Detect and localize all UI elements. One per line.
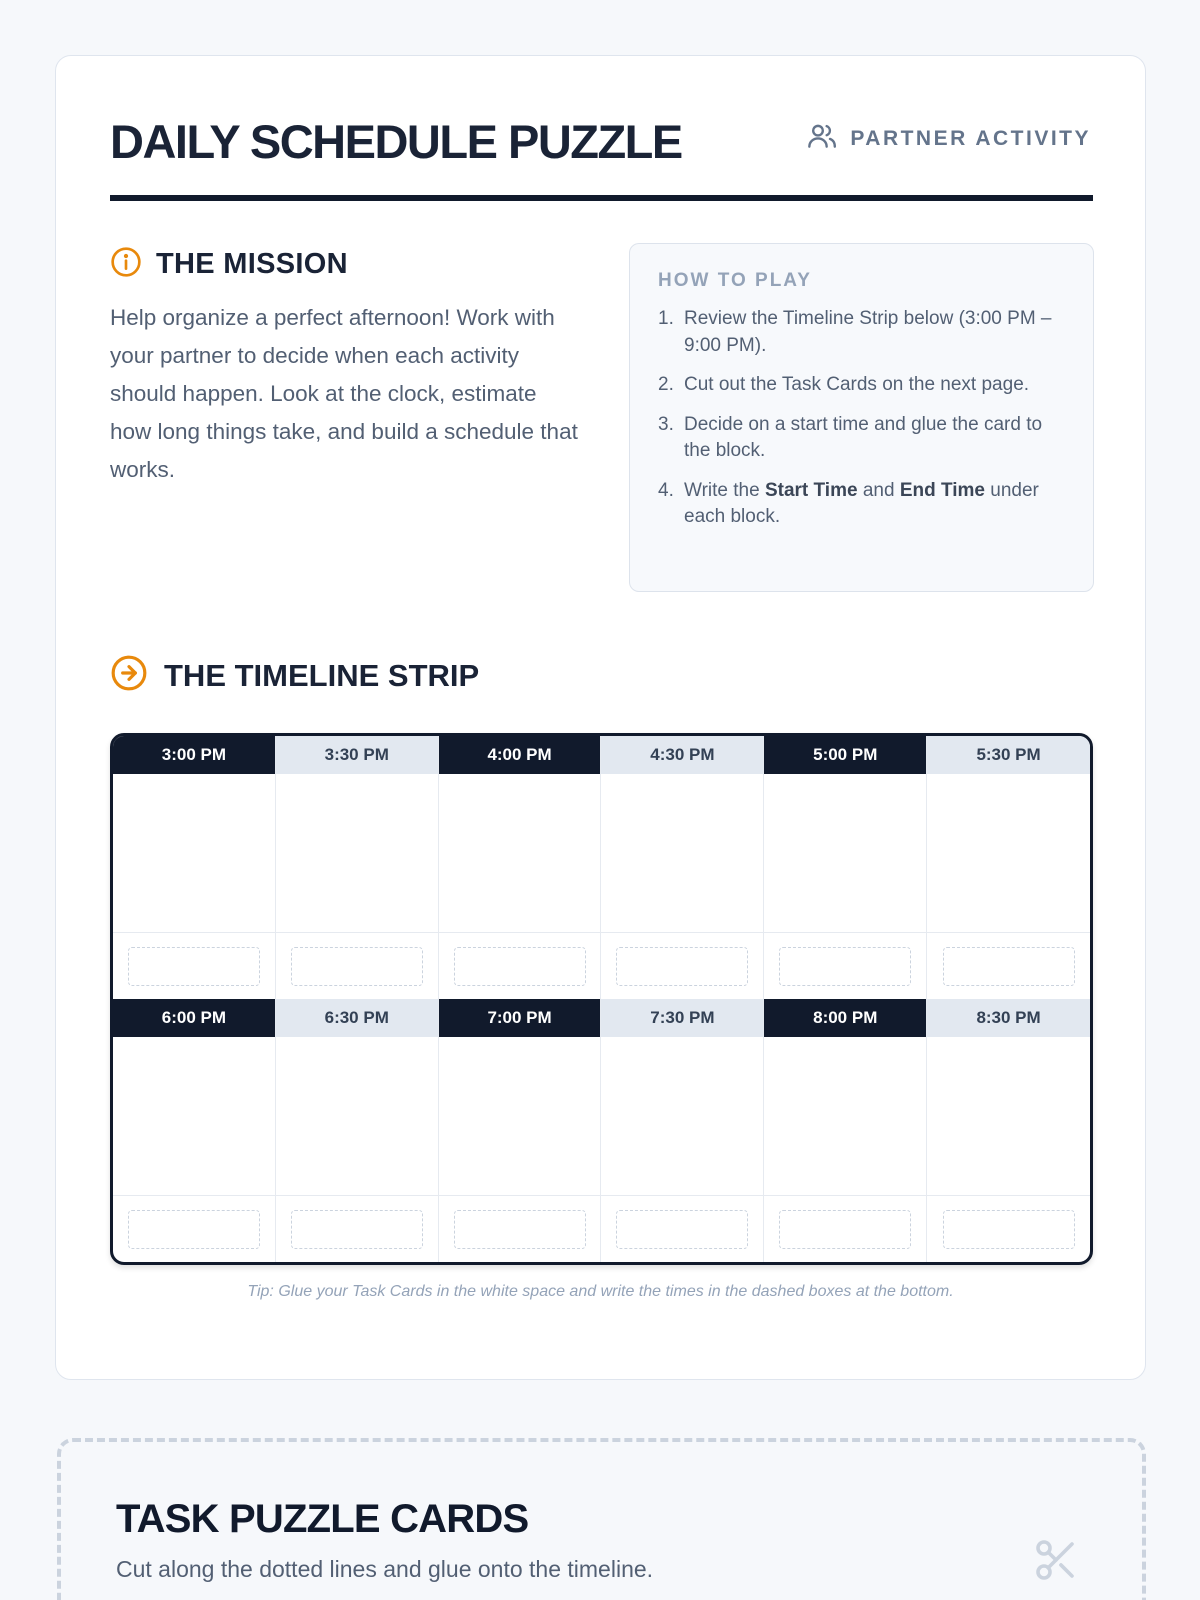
slot-footer [276, 933, 438, 999]
worksheet-card [55, 55, 1146, 1380]
slot-footer [439, 1196, 601, 1262]
step-text [684, 478, 1065, 531]
title-rule [110, 195, 1093, 201]
slot-footer [764, 933, 926, 999]
time-write-box [291, 1210, 423, 1249]
slot-footer [927, 1196, 1090, 1262]
timeline-slot [439, 999, 602, 1262]
timeline-slot [764, 736, 927, 999]
how-to-play-title: HOW TO PLAY [658, 270, 812, 291]
step-text [684, 306, 1065, 359]
slot-time-label: 5:00 PM [764, 736, 926, 774]
glue-space [113, 774, 275, 933]
glue-space [927, 1037, 1090, 1196]
timeline-slot [764, 999, 927, 1262]
time-write-box [454, 1210, 586, 1249]
time-write-box [779, 1210, 911, 1249]
step-emphasis: Start Time [764, 479, 858, 501]
slot-time-label: 8:00 PM [764, 999, 926, 1037]
glue-space [764, 1037, 926, 1196]
step-emphasis: End Time [899, 479, 985, 501]
glue-space [276, 1037, 438, 1196]
slot-footer [276, 1196, 438, 1262]
users-icon [806, 120, 838, 158]
step-number: 3. [658, 413, 674, 435]
time-write-box [616, 1210, 748, 1249]
how-to-play-step [658, 412, 1065, 465]
step-number: 4. [658, 479, 674, 501]
timeline-grid [110, 733, 1093, 1265]
how-to-play-step [658, 306, 1065, 359]
time-write-box [128, 947, 260, 986]
timeline-slot [601, 999, 764, 1262]
slot-time-label: 6:00 PM [113, 999, 275, 1037]
slot-footer [113, 1196, 275, 1262]
timeline-slot [927, 736, 1090, 999]
slot-footer [601, 1196, 763, 1262]
how-to-play-step [658, 478, 1065, 531]
timeline-slot [113, 999, 276, 1262]
time-write-box [779, 947, 911, 986]
glue-space [927, 774, 1090, 933]
slot-footer [601, 933, 763, 999]
task-cards-section [57, 1438, 1146, 1600]
step-text-part: Review the Timeline Strip below (3:00 PM – 9:00 PM). [684, 308, 1052, 356]
mission-heading [110, 246, 348, 283]
glue-space [764, 774, 926, 933]
scissors-icon [1032, 1536, 1080, 1589]
timeline-heading [110, 654, 479, 697]
page-title: DAILY SCHEDULE PUZZLE [110, 115, 682, 168]
glue-space [601, 1037, 763, 1196]
timeline-slot [601, 736, 764, 999]
slot-time-label: 7:00 PM [439, 999, 601, 1037]
slot-footer [764, 1196, 926, 1262]
how-to-play-panel [629, 243, 1094, 592]
step-number: 2. [658, 374, 674, 395]
timeline-slot [439, 736, 602, 999]
slot-footer [439, 933, 601, 999]
step-text [684, 372, 1029, 399]
glue-space [439, 1037, 601, 1196]
timeline-slot [276, 999, 439, 1262]
time-write-box [943, 947, 1075, 986]
timeline-slot [276, 736, 439, 999]
arrow-right-circle-icon [110, 654, 148, 697]
step-text-part: Cut out the Task Cards on the next page. [684, 374, 1030, 395]
how-to-play-steps [658, 306, 1065, 531]
info-icon [110, 246, 142, 283]
step-text-part: under each block. [684, 479, 1039, 527]
time-write-box [454, 947, 586, 986]
mission-title: THE MISSION [156, 248, 348, 280]
glue-space [439, 774, 601, 933]
slot-time-label: 5:30 PM [927, 736, 1090, 774]
slot-time-label: 4:00 PM [439, 736, 601, 774]
task-cards-title: TASK PUZZLE CARDS [116, 1497, 529, 1541]
mission-description: Help organize a perfect afternoon! Work with your partner to decide when each activity should happen. Look at the clock, estimate how long things take, and build a schedule that works. [110, 305, 578, 482]
slot-footer [927, 933, 1090, 999]
timeline-title: THE TIMELINE STRIP [164, 657, 480, 693]
step-text [684, 412, 1065, 465]
partner-activity-badge [806, 120, 1091, 158]
slot-time-label: 3:00 PM [113, 736, 275, 774]
partner-activity-label: PARTNER ACTIVITY [850, 127, 1091, 150]
task-cards-subtitle: Cut along the dotted lines and glue onto the timeline. [116, 1556, 654, 1582]
slot-time-label: 6:30 PM [276, 999, 438, 1037]
timeline-tip: Tip: Glue your Task Cards in the white space and write the times in the dashed boxes at the bottom. [247, 1283, 954, 1300]
time-write-box [291, 947, 423, 986]
step-text-part: and [857, 479, 900, 501]
slot-footer [113, 933, 275, 999]
glue-space [601, 774, 763, 933]
glue-space [276, 774, 438, 933]
step-text-part: Write the [684, 479, 765, 501]
step-text-part: Decide on a start time and glue the card to the block. [684, 413, 1043, 461]
slot-time-label: 7:30 PM [601, 999, 763, 1037]
timeline-slot [113, 736, 276, 999]
timeline-slot [927, 999, 1090, 1262]
glue-space [113, 1037, 275, 1196]
time-write-box [616, 947, 748, 986]
slot-time-label: 4:30 PM [601, 736, 763, 774]
time-write-box [943, 1210, 1075, 1249]
slot-time-label: 3:30 PM [276, 736, 438, 774]
how-to-play-step [658, 372, 1065, 399]
slot-time-label: 8:30 PM [927, 999, 1090, 1037]
time-write-box [128, 1210, 260, 1249]
step-number: 1. [658, 308, 674, 329]
